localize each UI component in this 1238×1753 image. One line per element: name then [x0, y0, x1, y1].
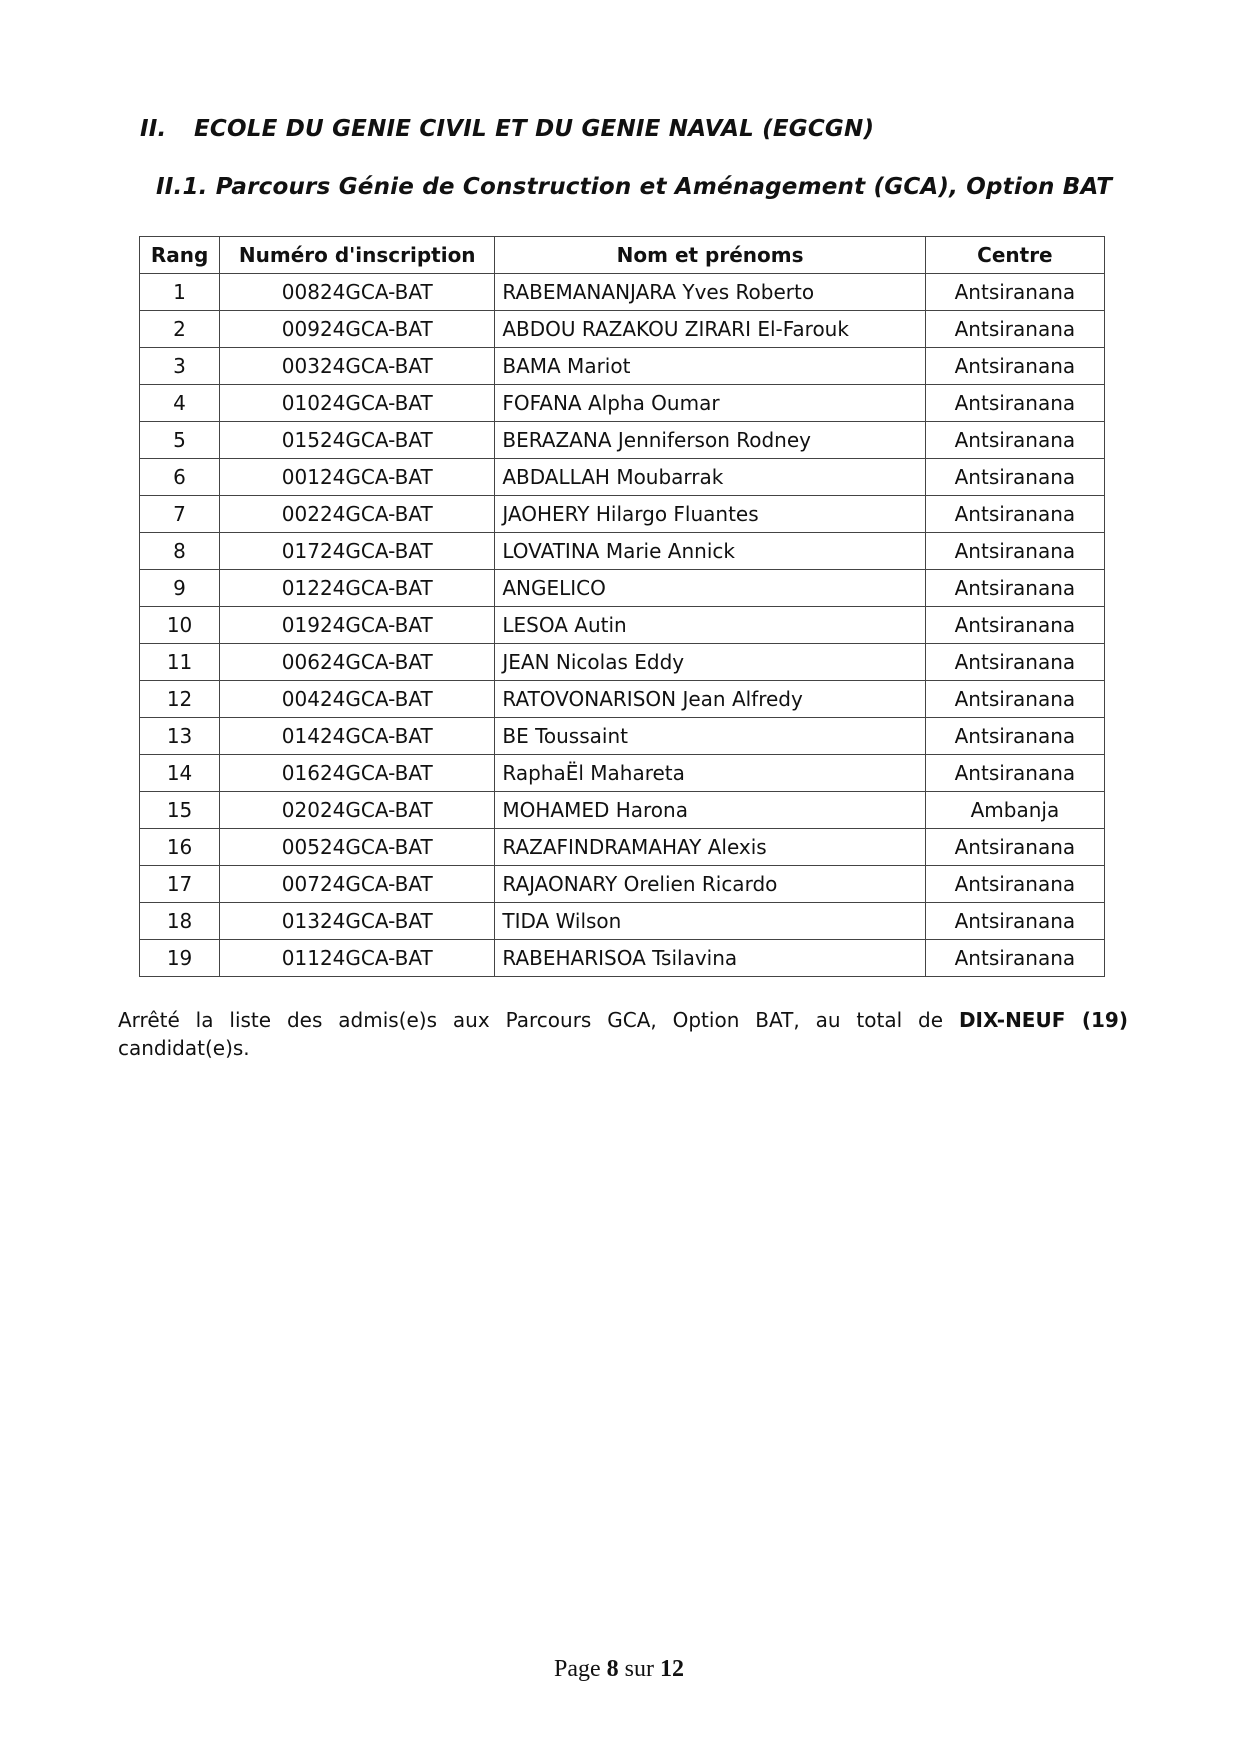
summary-text-end: candidat(e)s. — [118, 1036, 250, 1060]
cell-nom: JAOHERY Hilargo Fluantes — [495, 496, 925, 533]
cell-numero: 00124GCA-BAT — [220, 459, 495, 496]
cell-rang: 12 — [140, 681, 220, 718]
cell-centre: Antsiranana — [925, 496, 1104, 533]
table-row — [140, 607, 1105, 644]
page-total: 12 — [660, 1656, 684, 1682]
page-footer — [0, 1656, 1238, 1683]
table-row — [140, 829, 1105, 866]
cell-numero: 00524GCA-BAT — [220, 829, 495, 866]
page-number: 8 — [606, 1656, 619, 1682]
cell-numero: 01624GCA-BAT — [220, 755, 495, 792]
cell-numero: 00624GCA-BAT — [220, 644, 495, 681]
cell-centre: Ambanja — [925, 792, 1104, 829]
cell-rang: 10 — [140, 607, 220, 644]
table-row — [140, 644, 1105, 681]
cell-centre: Antsiranana — [925, 274, 1104, 311]
table-row — [140, 755, 1105, 792]
cell-rang: 3 — [140, 348, 220, 385]
column-header-nom: Nom et prénoms — [495, 237, 925, 274]
cell-rang: 13 — [140, 718, 220, 755]
cell-centre: Antsiranana — [925, 348, 1104, 385]
table-row — [140, 866, 1105, 903]
table-row — [140, 681, 1105, 718]
cell-centre: Antsiranana — [925, 718, 1104, 755]
cell-nom: FOFANA Alpha Oumar — [495, 385, 925, 422]
cell-nom: BE Toussaint — [495, 718, 925, 755]
cell-rang: 19 — [140, 940, 220, 977]
cell-rang: 16 — [140, 829, 220, 866]
cell-nom: LESOA Autin — [495, 607, 925, 644]
cell-numero: 01524GCA-BAT — [220, 422, 495, 459]
cell-centre: Antsiranana — [925, 903, 1104, 940]
cell-rang: 6 — [140, 459, 220, 496]
cell-nom: RAZAFINDRAMAHAY Alexis — [495, 829, 925, 866]
cell-numero: 01124GCA-BAT — [220, 940, 495, 977]
cell-rang: 8 — [140, 533, 220, 570]
cell-rang: 14 — [140, 755, 220, 792]
section-title: ECOLE DU GENIE CIVIL ET DU GENIE NAVAL (EGCGN) — [194, 116, 875, 142]
cell-rang: 11 — [140, 644, 220, 681]
table-row — [140, 496, 1105, 533]
footer-middle: sur — [618, 1656, 660, 1682]
table-row — [140, 422, 1105, 459]
column-header-centre: Centre — [925, 237, 1104, 274]
section-heading — [140, 116, 874, 142]
cell-rang: 18 — [140, 903, 220, 940]
cell-numero: 01024GCA-BAT — [220, 385, 495, 422]
cell-nom: ABDALLAH Moubarrak — [495, 459, 925, 496]
table-header-row — [140, 237, 1105, 274]
table-row — [140, 792, 1105, 829]
cell-nom: BAMA Mariot — [495, 348, 925, 385]
cell-nom: MOHAMED Harona — [495, 792, 925, 829]
column-header-numero: Numéro d'inscription — [220, 237, 495, 274]
table-row — [140, 903, 1105, 940]
section-number: II. — [140, 116, 167, 142]
cell-nom: ABDOU RAZAKOU ZIRARI El-Farouk — [495, 311, 925, 348]
cell-nom: RABEHARISOA Tsilavina — [495, 940, 925, 977]
cell-numero: 02024GCA-BAT — [220, 792, 495, 829]
cell-numero: 00924GCA-BAT — [220, 311, 495, 348]
table-row — [140, 718, 1105, 755]
table-row — [140, 570, 1105, 607]
table-row — [140, 348, 1105, 385]
cell-centre: Antsiranana — [925, 311, 1104, 348]
cell-numero: 01924GCA-BAT — [220, 607, 495, 644]
cell-numero: 00324GCA-BAT — [220, 348, 495, 385]
table-row — [140, 940, 1105, 977]
cell-centre: Antsiranana — [925, 940, 1104, 977]
cell-centre: Antsiranana — [925, 533, 1104, 570]
cell-numero: 01724GCA-BAT — [220, 533, 495, 570]
cell-nom: TIDA Wilson — [495, 903, 925, 940]
cell-nom: RABEMANANJARA Yves Roberto — [495, 274, 925, 311]
cell-centre: Antsiranana — [925, 866, 1104, 903]
table-row — [140, 311, 1105, 348]
cell-rang: 4 — [140, 385, 220, 422]
cell-rang: 15 — [140, 792, 220, 829]
cell-numero: 00224GCA-BAT — [220, 496, 495, 533]
cell-rang: 2 — [140, 311, 220, 348]
cell-numero: 00424GCA-BAT — [220, 681, 495, 718]
summary-paragraph — [118, 1006, 1128, 1062]
table-row — [140, 533, 1105, 570]
cell-centre: Antsiranana — [925, 607, 1104, 644]
summary-total: DIX-NEUF (19) — [958, 1008, 1128, 1032]
cell-rang: 9 — [140, 570, 220, 607]
cell-rang: 7 — [140, 496, 220, 533]
cell-rang: 17 — [140, 866, 220, 903]
cell-numero: 01224GCA-BAT — [220, 570, 495, 607]
table-row — [140, 459, 1105, 496]
cell-nom: JEAN Nicolas Eddy — [495, 644, 925, 681]
cell-numero: 00724GCA-BAT — [220, 866, 495, 903]
cell-numero: 01324GCA-BAT — [220, 903, 495, 940]
cell-numero: 00824GCA-BAT — [220, 274, 495, 311]
cell-rang: 5 — [140, 422, 220, 459]
table-row — [140, 274, 1105, 311]
admitted-candidates-table — [139, 236, 1105, 977]
cell-numero: 01424GCA-BAT — [220, 718, 495, 755]
footer-prefix: Page — [554, 1656, 607, 1682]
cell-centre: Antsiranana — [925, 681, 1104, 718]
cell-centre: Antsiranana — [925, 755, 1104, 792]
table-body — [140, 274, 1105, 977]
cell-centre: Antsiranana — [925, 459, 1104, 496]
column-header-rang: Rang — [140, 237, 220, 274]
cell-nom: RAJAONARY Orelien Ricardo — [495, 866, 925, 903]
subsection-heading: II.1. Parcours Génie de Construction et Aménagement (GCA), Option BAT — [156, 174, 1113, 200]
cell-centre: Antsiranana — [925, 422, 1104, 459]
cell-rang: 1 — [140, 274, 220, 311]
cell-centre: Antsiranana — [925, 644, 1104, 681]
cell-centre: Antsiranana — [925, 385, 1104, 422]
cell-centre: Antsiranana — [925, 829, 1104, 866]
cell-nom: BERAZANA Jenniferson Rodney — [495, 422, 925, 459]
cell-centre: Antsiranana — [925, 570, 1104, 607]
cell-nom: ANGELICO — [495, 570, 925, 607]
cell-nom: RATOVONARISON Jean Alfredy — [495, 681, 925, 718]
table-row — [140, 385, 1105, 422]
summary-text: Arrêté la liste des admis(e)s aux Parcours GCA, Option BAT, au total de — [118, 1008, 959, 1032]
cell-nom: RaphaËl Mahareta — [495, 755, 925, 792]
cell-nom: LOVATINA Marie Annick — [495, 533, 925, 570]
